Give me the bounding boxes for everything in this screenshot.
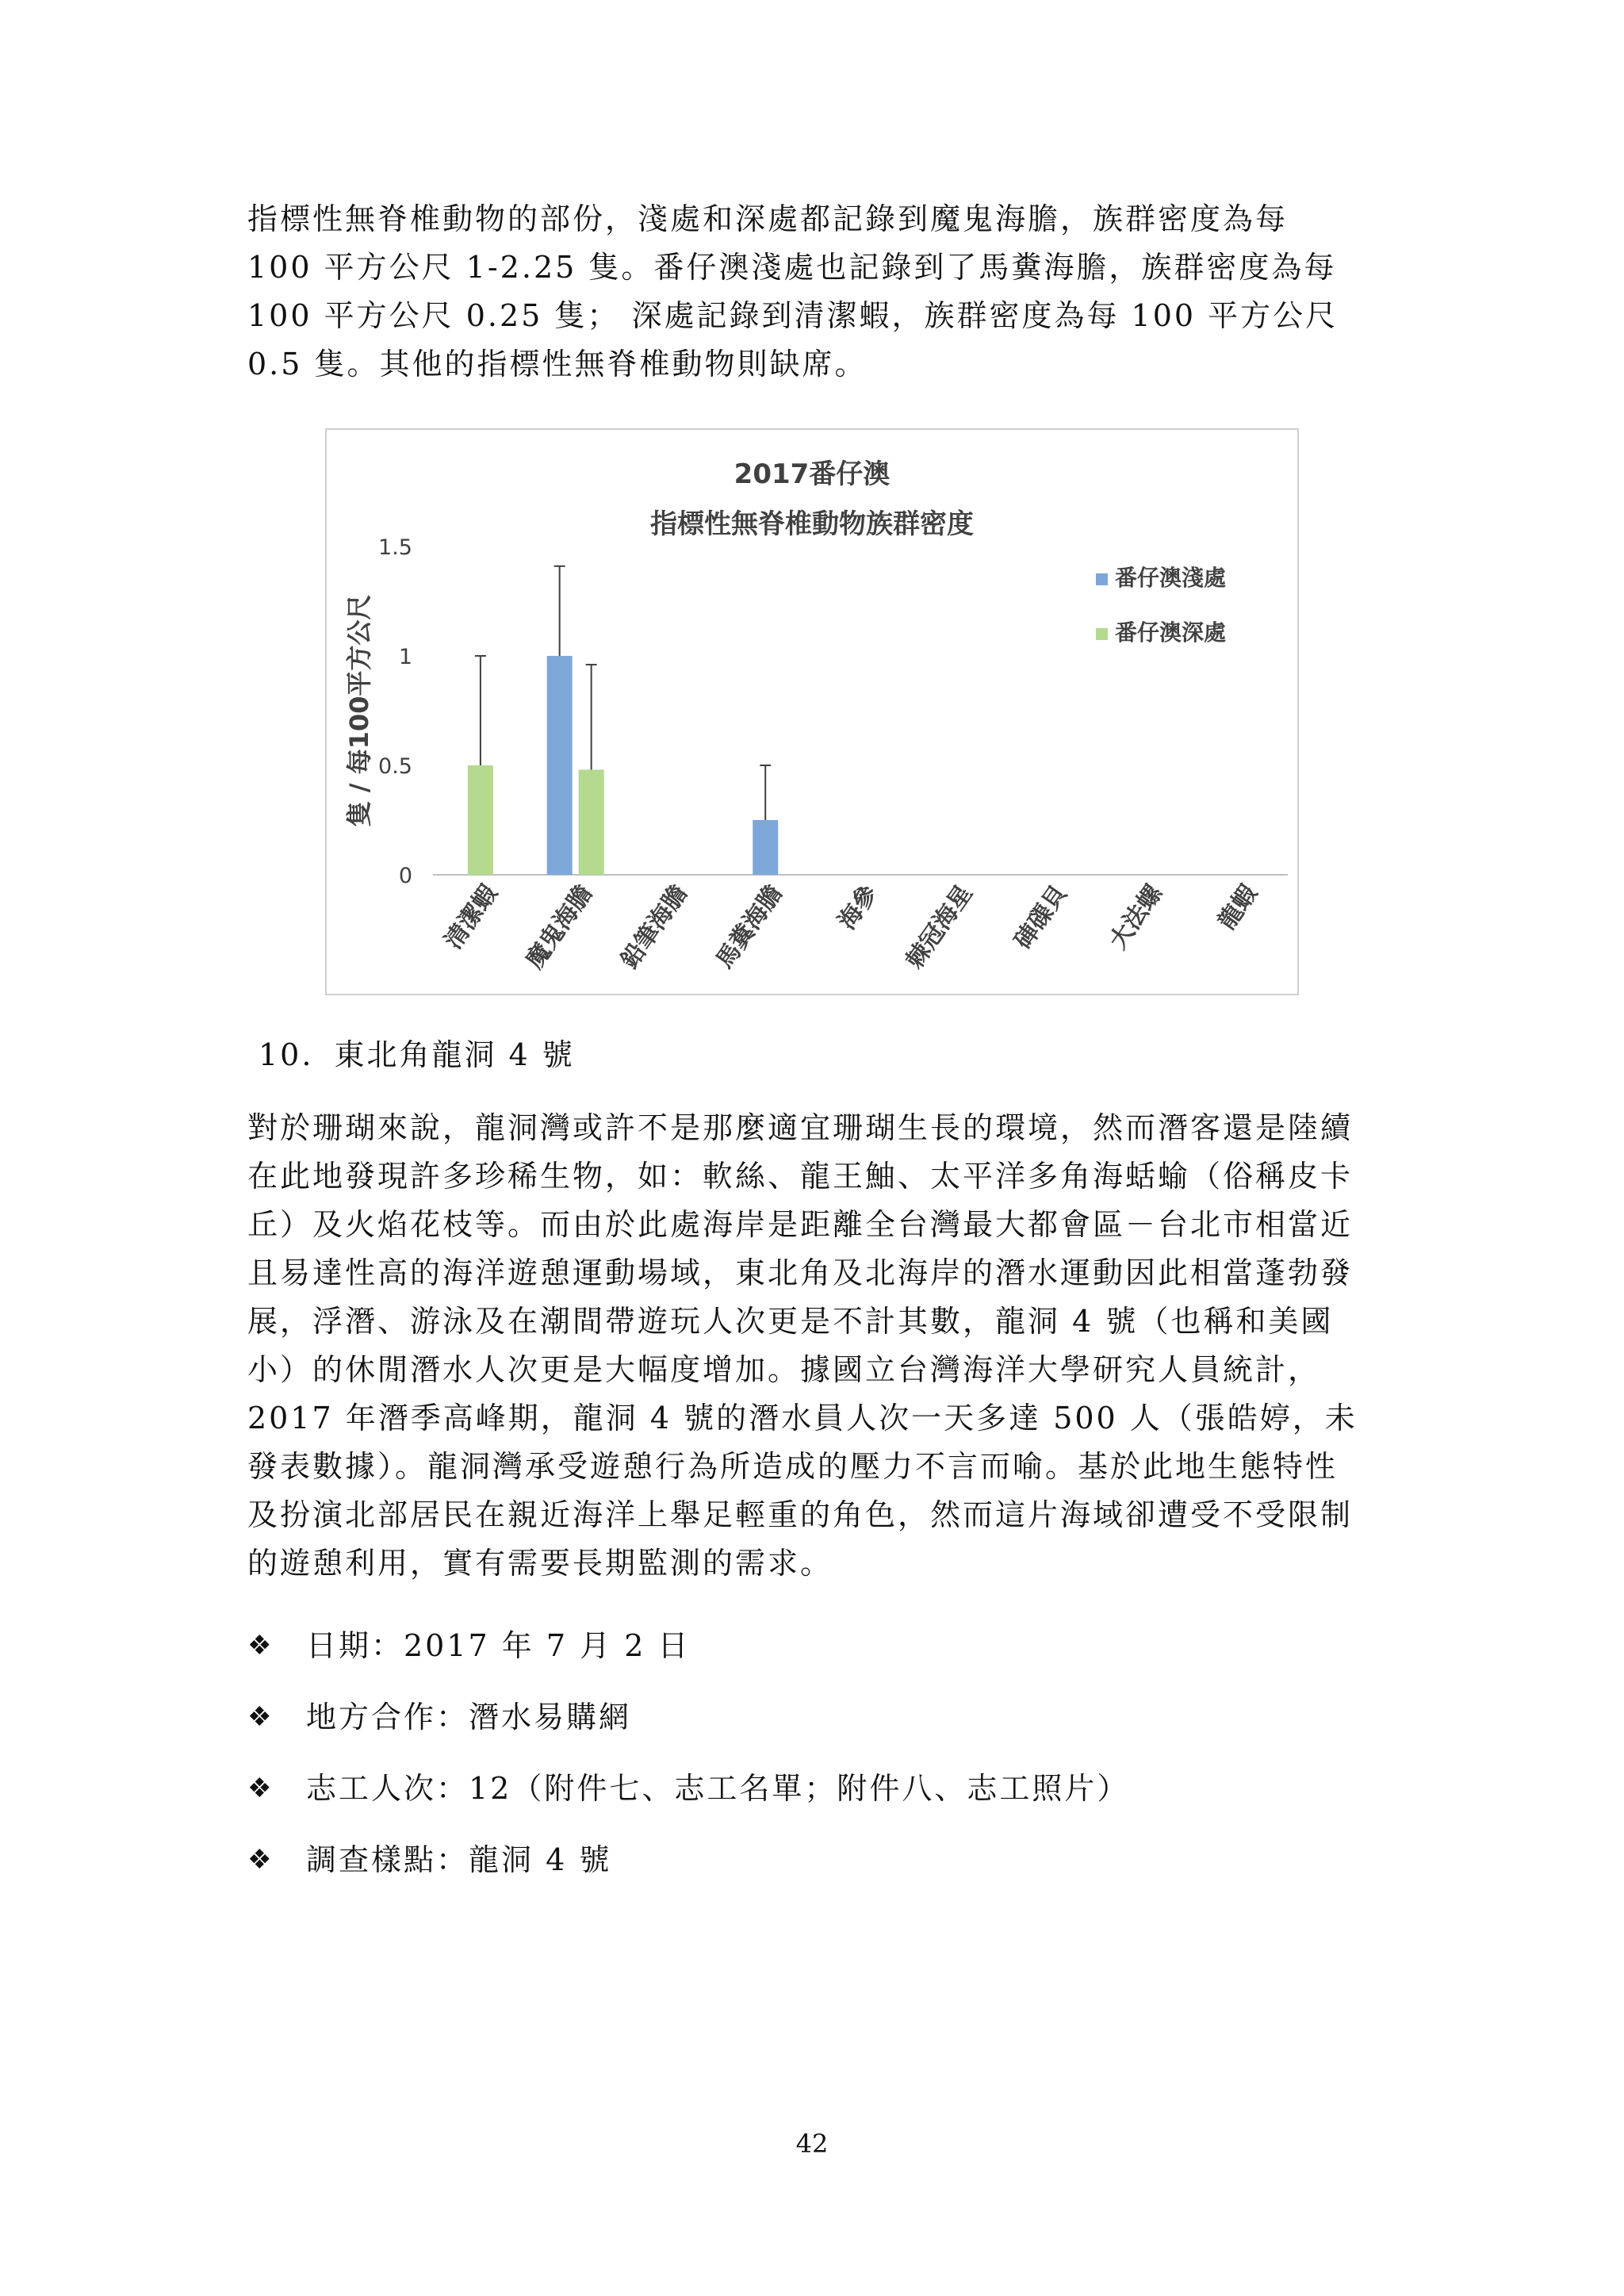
bar [753, 820, 778, 875]
x-tick-label: 龍蝦 [1212, 880, 1263, 935]
list-item [247, 1769, 1358, 1840]
y-tick-label: 0 [398, 864, 412, 888]
list-item-text: 調查樣點：龍洞 4 號 [306, 1842, 612, 1877]
section-number: 10. [259, 1037, 314, 1072]
bullet-icon: ❖ [247, 1630, 274, 1662]
info-list [247, 1626, 1358, 1911]
x-tick-label: 清潔蝦 [439, 880, 504, 955]
bullet-icon: ❖ [247, 1701, 274, 1733]
section-title: 東北角龍洞 4 號 [334, 1037, 575, 1072]
intro-paragraph: 指標性無脊椎動物的部份，淺處和深處都記錄到魔鬼海膽，族群密度為每 100 平方公尺 1-2.25 隻。番仔澳淺處也記錄到了馬糞海膽，族群密度為每 100 平方公尺 0.25 隻； 深處記錄到清潔蝦，族群密度為每 100 平方公尺 0.5 隻。其他的指標性無脊椎動物則缺席。 [247, 201, 1339, 381]
x-tick-label: 魔鬼海膽 [520, 880, 599, 974]
bar-chart [325, 428, 1299, 995]
page-number: 42 [795, 2129, 829, 2159]
chart-title: 2017番仔澳 [733, 458, 891, 490]
body-paragraph: 對於珊瑚來說，龍洞灣或許不是那麼適宜珊瑚生長的環境，然而潛客還是陸續在此地發現許多珍稀生物，如：軟絲、龍王鮋、太平洋多角海蛞蝓（俗稱皮卡丘）及火焰花枝等。而由於此處海岸是距離全台灣最大都會區－台北市相當近且易達性高的海洋遊憩運動場域，東北角及北海岸的潛水運動因此相當蓬勃發展，浮潛、游泳及在潮間帶遊玩人次更是不計其數，龍洞 4 號（也稱和美國小）的休閒潛水人次更是大幅度增加。據國立台灣海洋大學研究人員統計，2017 年潛季高峰期，龍洞 4 號的潛水員人次一天多達 500 人（張皓婷，未發表數據）。龍洞灣承受遊憩行為所造成的壓力不言而喻。基於此地生態特性及扮演北部居民在親近海洋上舉足輕重的角色，然而這片海域卻遭受不受限制的遊憩利用，實有需要長期監測的需求。 [247, 1110, 1358, 1581]
bullet-icon: ❖ [247, 1844, 274, 1876]
section-heading [259, 1035, 575, 1075]
chart-canvas [327, 430, 1297, 994]
legend-swatch [1096, 628, 1108, 640]
legend-swatch [1096, 573, 1108, 585]
bar [547, 656, 573, 875]
y-tick-label: 1 [398, 645, 412, 669]
y-tick-label: 1.5 [378, 535, 412, 560]
list-item-text: 志工人次：12（附件七、志工名單；附件八、志工照片） [306, 1771, 1130, 1806]
bar [579, 770, 604, 875]
x-tick-label: 鉛筆海膽 [615, 880, 693, 974]
x-tick-label: 馬糞海膽 [710, 880, 788, 974]
legend-label: 番仔澳深處 [1115, 619, 1227, 646]
x-tick-label: 硨磲貝 [1009, 880, 1074, 955]
list-item-text: 地方合作：潛水易購網 [306, 1700, 632, 1734]
y-axis-label: 隻 / 每100平方公尺 [344, 594, 374, 827]
x-tick-label: 海參 [833, 880, 883, 935]
list-item [247, 1626, 1358, 1697]
list-item [247, 1840, 1358, 1911]
y-tick-label: 0.5 [378, 754, 412, 779]
chart-subtitle: 指標性無脊椎動物族群密度 [650, 508, 974, 540]
bullet-icon: ❖ [247, 1773, 274, 1804]
legend-label: 番仔澳淺處 [1115, 565, 1227, 591]
list-item-text: 日期：2017 年 7 月 2 日 [306, 1628, 691, 1663]
x-tick-label: 大法螺 [1104, 880, 1168, 955]
list-item [247, 1697, 1358, 1769]
x-tick-label: 棘冠海星 [900, 880, 979, 974]
bar [468, 765, 493, 875]
